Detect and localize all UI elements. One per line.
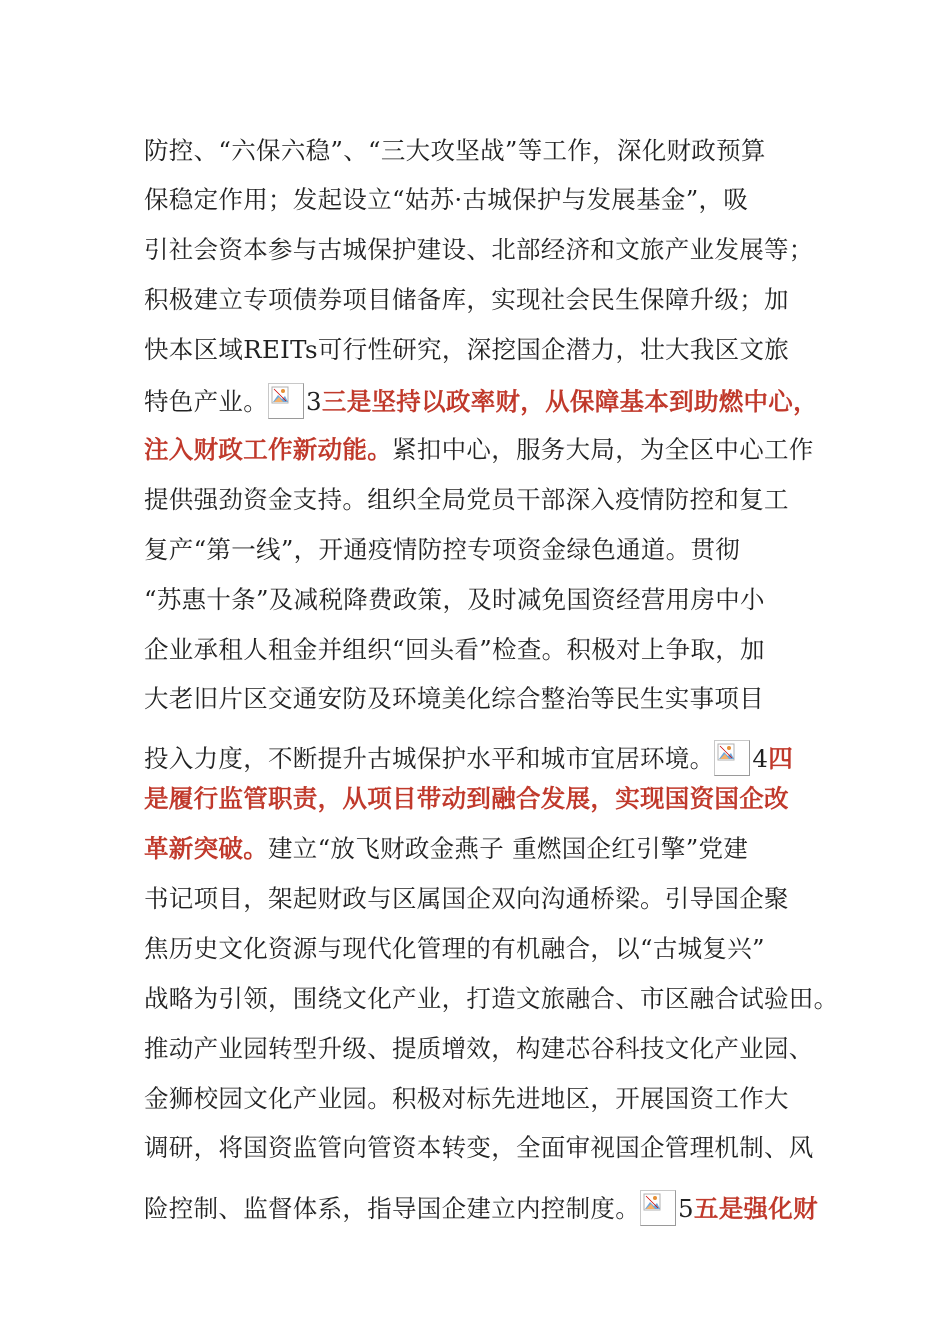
text-line-14 [144,782,789,816]
body-text: 积极建立专项债券项目储备库，实现社会民生保障升级；加 [144,285,789,314]
body-text: 快本区域REITs可行性研究，深挖国企潜力，壮大我区文旅 [144,335,790,364]
text-line-1 [144,134,766,168]
body-text: 调研，将国资监管向管资本转变，全面审视国企管理机制、风 [144,1133,814,1162]
body-text: 防控、“六保六稳”、“三大攻坚战”等工作，深化财政预算 [144,136,766,165]
text-line-19 [144,1032,814,1066]
text-line-12 [144,682,764,716]
body-text: 复产“第一线”，开通疫情防控专项资金绿色通道。贯彻 [144,535,741,564]
highlighted-heading: 五是强化财 [693,1194,818,1223]
text-line-10 [144,583,765,617]
text-line-6 [144,383,818,419]
item-number: 5 [678,1194,694,1223]
body-text: 书记项目，架起财政与区属国企双向沟通桥梁。引导国企聚 [144,884,789,913]
body-text: 大老旧片区交通安防及环境美化综合整治等民生实事项目 [144,684,764,713]
highlighted-heading: 是履行监管职责，从项目带动到融合发展，实现国资国企改 [144,784,789,813]
body-text: 战略为引领，围绕文化产业，打造文旅融合、市区融合试验田。 [144,984,839,1013]
text-line-11 [144,633,765,667]
text-line-5 [144,333,789,367]
item-number: 4 [752,744,769,773]
body-text: “苏惠十条”及减税降费政策，及时减免国资经营用房中小 [144,585,765,614]
body-text: 保稳定作用；发起设立“姑苏·古城保护与发展基金”，吸 [144,185,749,214]
text-line-3 [144,233,814,267]
text-line-15 [144,832,748,866]
broken-image-icon [640,1190,676,1226]
broken-image-icon [268,383,304,419]
body-text: 焦历史文化资源与现代化管理的有机融合，以“古城复兴” [144,934,765,963]
body-text: 企业承租人租金并组织“回头看”检查。积极对上争取，加 [144,635,765,664]
broken-image-icon [714,740,750,776]
text-line-7 [144,433,814,467]
text-line-16 [144,882,789,916]
text-line-8 [144,483,789,517]
text-line-2 [144,183,748,217]
text-line-13 [144,740,793,776]
text-line-9 [144,533,740,567]
body-text: 险控制、监督体系，指导国企建立内控制度。 [144,1194,640,1223]
highlighted-heading: 注入财政工作新动能。 [144,435,392,464]
highlighted-heading: 革新突破。 [144,834,268,863]
text-line-21 [144,1131,814,1165]
body-text: 紧扣中心，服务大局，为全区中心工作 [392,435,814,464]
body-text: 引社会资本参与古城保护建设、北部经济和文旅产业发展等； [144,235,814,264]
body-text: 金狮校园文化产业园。积极对标先进地区，开展国资工作大 [144,1084,789,1113]
text-line-4 [144,283,789,317]
body-text: 建立“放飞财政金燕子 重燃国企红引擎”党建 [268,834,749,863]
text-line-22 [144,1190,818,1226]
body-text: 推动产业园转型升级、提质增效，构建芯谷科技文化产业园、 [144,1034,814,1063]
text-line-20 [144,1082,789,1116]
highlighted-heading: 四 [768,744,794,773]
body-text: 投入力度，不断提升古城保护水平和城市宜居环境。 [144,744,715,773]
body-text: 特色产业。 [144,387,268,416]
highlighted-heading: 三是坚持以政率财，从保障基本到助燃中心， [321,387,818,416]
text-line-17 [144,932,765,966]
body-text: 提供强劲资金支持。组织全局党员干部深入疫情防控和复工 [144,485,789,514]
text-line-18 [144,982,838,1016]
item-number: 3 [306,387,322,416]
